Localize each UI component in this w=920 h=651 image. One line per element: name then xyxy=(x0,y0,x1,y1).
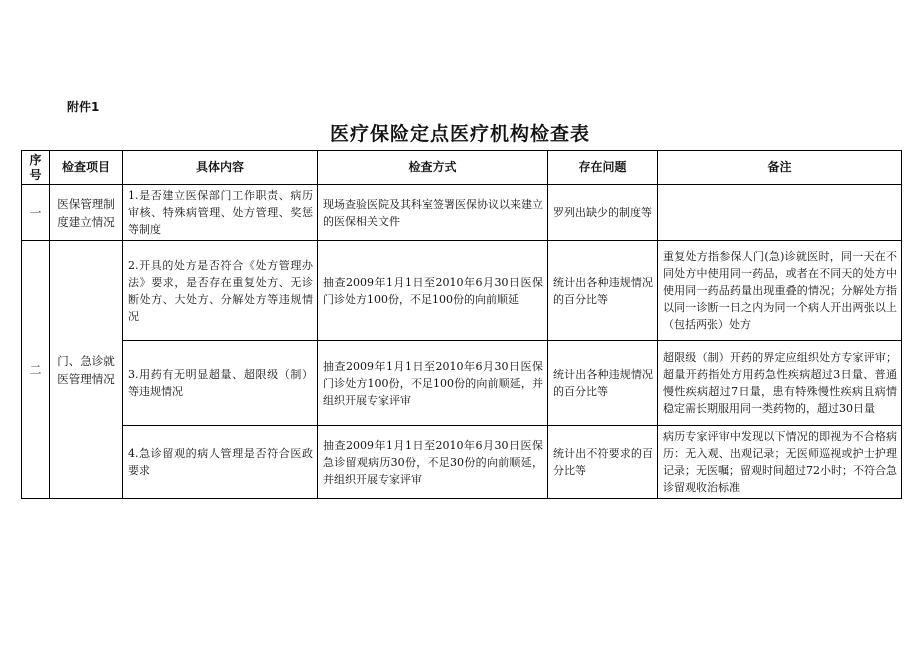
row-issue: 统计出各种违规情况的百分比等 xyxy=(553,368,653,398)
row-issue: 统计出各种违规情况的百分比等 xyxy=(553,275,653,306)
row-method: 抽查2009年1月1日至2010年6月30日医保急诊留观病历30份，不足30份的向前顺延，并组织开展专家评审 xyxy=(323,438,543,486)
page-title: 医疗保险定点医疗机构检查表 xyxy=(329,123,590,145)
row-note: 超限级（制）开药的界定应组织处方专家评审；超量开药指处方用药急性疾病超过3日量、普通慢性疾病超过7日量，患有特殊慢性疾病且病情稳定需长期服用同一类药物的，超过30日量 xyxy=(663,351,897,415)
row-item: 门、急诊就医管理情况 xyxy=(57,353,115,386)
table-header-row xyxy=(22,151,902,185)
row-content: 4.急诊留观的病人管理是否符合医政要求 xyxy=(128,447,313,477)
row-content: 2.开具的处方是否符合《处方管理办法》要求，是否存在重复处方、无诊断处方、大处方、分解处方等违规情况 xyxy=(128,258,313,323)
row-method: 抽查2009年1月1日至2010年6月30日医保门诊处方100份，不足100份的向前顺延，并组织开展专家评审 xyxy=(323,359,543,407)
row-item: 医保管理制度建立情况 xyxy=(57,196,115,229)
row-method: 现场查验医院及其科室签署医保协议以来建立的医保相关文件 xyxy=(323,197,543,228)
header-note: 备注 xyxy=(658,151,902,185)
table-row xyxy=(22,185,902,241)
row-content: 3.用药有无明显超量、超限级（制）等违规情况 xyxy=(128,368,313,398)
inspection-table xyxy=(21,150,902,499)
table-row xyxy=(22,426,902,499)
row-content: 1.是否建立医保部门工作职责、病历审核、特殊病管理、处方管理、奖惩等制度 xyxy=(128,189,313,236)
header-seq: 序号 xyxy=(22,151,50,185)
row-issue: 罗列出缺少的制度等 xyxy=(553,206,652,219)
row-method: 抽查2009年1月1日至2010年6月30日医保门诊处方100份，不足100份的向前顺延 xyxy=(323,275,543,306)
row-seq: 一 xyxy=(22,185,50,241)
row-seq: 二 xyxy=(22,241,50,499)
header-content: 具体内容 xyxy=(123,151,318,185)
attachment-label: 附件1 xyxy=(67,100,100,114)
row-issue: 统计出不符要求的百分比等 xyxy=(553,447,653,477)
header-issue: 存在问题 xyxy=(548,151,658,185)
header-method: 检查方式 xyxy=(318,151,548,185)
row-note: 病历专家评审中发现以下情况的即视为不合格病历：无入观、出观记录；无医师巡视或护士护理记录；无医嘱；留观时间超过72小时；不符合急诊留观收治标准 xyxy=(663,430,897,494)
header-item: 检查项目 xyxy=(50,151,123,185)
table-row xyxy=(22,241,902,341)
row-note: 重复处方指参保人门(急)诊就医时，同一天在不同处方中使用同一药品，或者在不同天的处方中使用同一药品药量出现重叠的情况；分解处方指以同一诊断一日之内为同一个病人开出两张以上（包括两张）处方 xyxy=(663,250,897,331)
row-note xyxy=(658,211,901,215)
table-row xyxy=(22,341,902,426)
